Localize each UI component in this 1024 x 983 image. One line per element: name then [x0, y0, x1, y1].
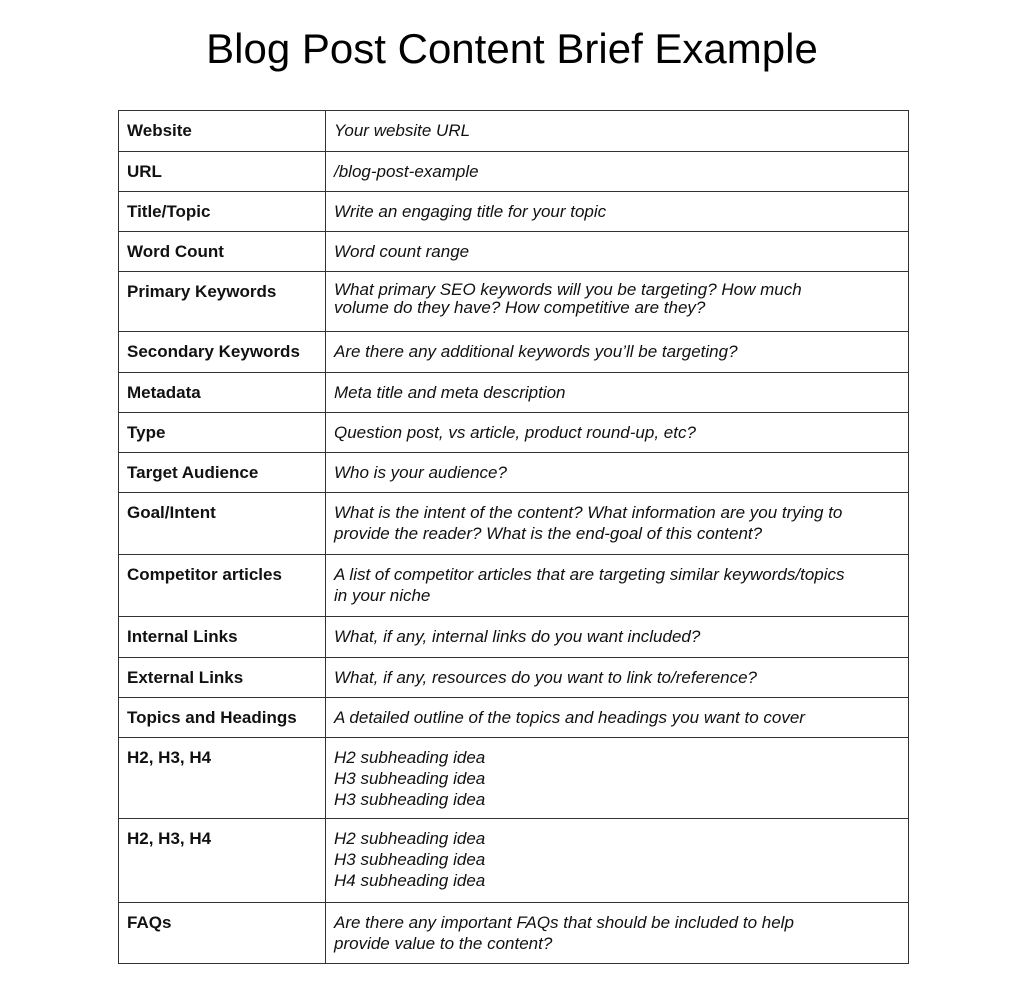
row-value — [326, 555, 909, 617]
row-label: Website — [119, 111, 326, 152]
row-value — [326, 232, 909, 272]
row-label: H2, H3, H4 — [119, 738, 326, 819]
value-line: Write an engaging title for your topic — [334, 202, 607, 221]
row-value — [326, 453, 909, 493]
row-value — [326, 413, 909, 453]
value-line: What is the intent of the content? What information are you trying to — [334, 503, 843, 522]
value-line: in your niche — [334, 586, 431, 605]
row-label: Type — [119, 413, 326, 453]
row-value — [326, 272, 909, 332]
row-value — [326, 493, 909, 555]
value-line: H3 subheading idea — [334, 850, 486, 869]
row-label: Topics and Headings — [119, 698, 326, 738]
value-line: What primary SEO keywords will you be targeting? How much — [334, 280, 802, 299]
table-row — [119, 272, 909, 332]
row-label: H2, H3, H4 — [119, 819, 326, 903]
table-row — [119, 332, 909, 373]
table-row — [119, 493, 909, 555]
value-line: H3 subheading idea — [334, 769, 486, 788]
page-title: Blog Post Content Brief Example — [206, 25, 818, 72]
row-value — [326, 903, 909, 964]
value-line: provide value to the content? — [334, 934, 553, 953]
table-row — [119, 413, 909, 453]
row-value — [326, 111, 909, 152]
row-label: Competitor articles — [119, 555, 326, 617]
row-label: Metadata — [119, 373, 326, 413]
table-row — [119, 903, 909, 964]
row-value — [326, 738, 909, 819]
table-row — [119, 658, 909, 698]
table-row — [119, 819, 909, 903]
table-row — [119, 192, 909, 232]
table-row — [119, 617, 909, 658]
value-line: Your website URL — [334, 121, 471, 140]
row-label: External Links — [119, 658, 326, 698]
row-value — [326, 698, 909, 738]
value-line: A detailed outline of the topics and headings you want to cover — [334, 708, 805, 727]
row-value — [326, 332, 909, 373]
row-label: Title/Topic — [119, 192, 326, 232]
table-row — [119, 698, 909, 738]
value-line: What, if any, internal links do you want included? — [334, 627, 701, 646]
row-label: Primary Keywords — [119, 272, 326, 332]
table-row — [119, 453, 909, 493]
value-line: H2 subheading idea — [334, 829, 486, 848]
content-brief-table — [118, 110, 909, 964]
value-line: Question post, vs article, product round-up, etc? — [334, 423, 696, 442]
row-label: Word Count — [119, 232, 326, 272]
table-row — [119, 738, 909, 819]
value-line: /blog-post-example — [334, 162, 479, 181]
row-value — [326, 658, 909, 698]
value-line: provide the reader? What is the end-goal of this content? — [334, 524, 763, 543]
value-line: H2 subheading idea — [334, 748, 486, 767]
value-line: Who is your audience? — [334, 463, 507, 482]
row-value — [326, 192, 909, 232]
value-line: What, if any, resources do you want to link to/reference? — [334, 668, 758, 687]
table-row — [119, 232, 909, 272]
row-value — [326, 373, 909, 413]
row-label: URL — [119, 152, 326, 192]
value-line: Are there any additional keywords you’ll be targeting? — [334, 342, 738, 361]
value-line: H3 subheading idea — [334, 790, 486, 809]
row-label: FAQs — [119, 903, 326, 964]
row-value — [326, 617, 909, 658]
row-value — [326, 152, 909, 192]
table-row — [119, 152, 909, 192]
value-line: Are there any important FAQs that should be included to help — [334, 913, 794, 932]
value-line: A list of competitor articles that are targeting similar keywords/topics — [334, 565, 845, 584]
row-label: Target Audience — [119, 453, 326, 493]
table-row — [119, 373, 909, 413]
row-value — [326, 819, 909, 903]
row-label: Secondary Keywords — [119, 332, 326, 373]
value-line: Word count range — [334, 242, 470, 261]
row-label: Internal Links — [119, 617, 326, 658]
table-row — [119, 555, 909, 617]
value-line: volume do they have? How competitive are they? — [334, 298, 706, 317]
value-line: H4 subheading idea — [334, 871, 486, 890]
table-row — [119, 111, 909, 152]
row-label: Goal/Intent — [119, 493, 326, 555]
value-line: Meta title and meta description — [334, 383, 566, 402]
